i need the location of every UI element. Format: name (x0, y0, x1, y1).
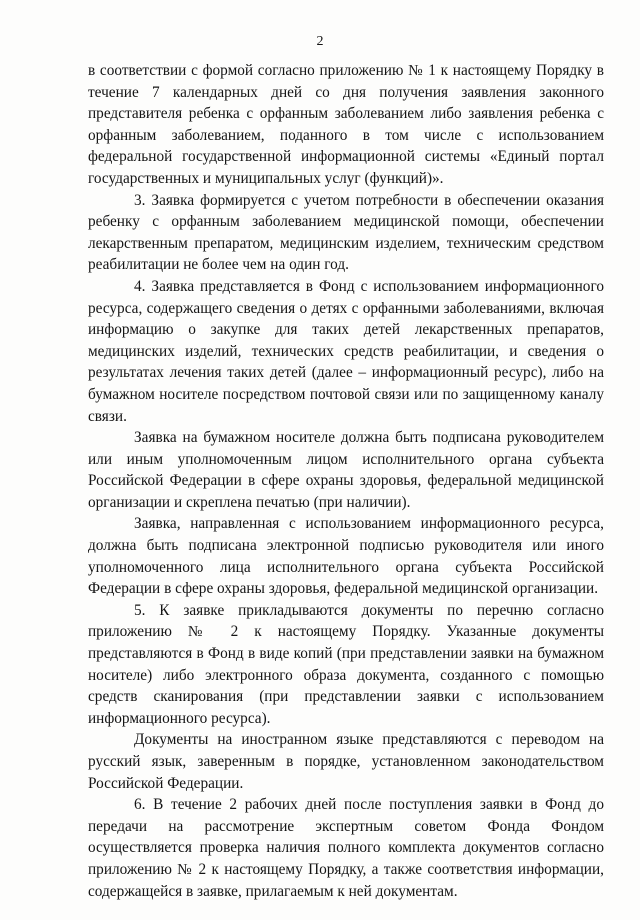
paragraph-foreign-documents: Документы на иностранном языке представляются с переводом на русский язык, заверенным в порядке, установленном законодательством Российской Федерации. (88, 731, 604, 792)
paragraph-item-5: 5. К заявке прикладываются документы по перечню согласно приложению № 2 к настоящему Порядку. Указанные документы представляются в Фонд в виде копий (при представлении заявки на бумажном носителе) либо электронного образа документа, созданного с помощью средств сканирования (при представлении заявки с использованием информационного ресурса). (88, 601, 604, 727)
paragraph-item-4: 4. Заявка представляется в Фонд с использованием информационного ресурса, содержащего сведения о детях с орфанными заболеваниями, включая информацию о закупке для таких детей лекарственных препаратов, медицинских изделий, технических средств реабилитации, и сведения о результатах лечения таких детей (далее – информационный ресурс), либо на бумажном носителе посредством почтовой связи или по защищенному каналу связи. (88, 277, 604, 425)
page-number: 2 (316, 34, 324, 49)
paragraph-electronic-application: Заявка, направленная с использованием информационного ресурса, должна быть подписана электронной подписью руководителя или иного уполномоченного лица исполнительного органа субъекта Российской Федерации в сфере охраны здоровья, федеральной медицинской организации. (88, 515, 604, 598)
document-body (88, 60, 604, 902)
paragraph-paper-application: Заявка на бумажном носителе должна быть подписана руководителем или иным уполномоченным лицом исполнительного органа субъекта Российской Федерации в сфере охраны здоровья, федеральной медицинской организации и скреплена печатью (при наличии). (88, 429, 604, 511)
paragraph-continuation: в соответствии с формой согласно приложению № 1 к настоящему Порядку в течение 7 календарных дней со дня получения заявления законного представителя ребенка с орфанным заболеванием либо заявления ребенка с орфанным заболеванием, поданного в том числе с использованием федеральной государственной информационной системы «Единый портал государственных и муниципальных услуг (функций)». (88, 62, 604, 187)
paragraph-item-6: 6. В течение 2 рабочих дней после поступления заявки в Фонд до передачи на рассмотрение экспертным советом Фонда Фондом осуществляется проверка наличия полного комплекта документов согласно приложению № 2 к настоящему Порядку, а также соответствия информации, содержащейся в заявке, прилагаемым к ней документам. (88, 796, 604, 900)
paragraph-item-3: 3. Заявка формируется с учетом потребности в обеспечении оказания ребенку с орфанным заболеванием медицинской помощи, обеспечении лекарственным препаратом, медицинским изделием, техническим средством реабилитации не более чем на один год. (88, 191, 604, 274)
